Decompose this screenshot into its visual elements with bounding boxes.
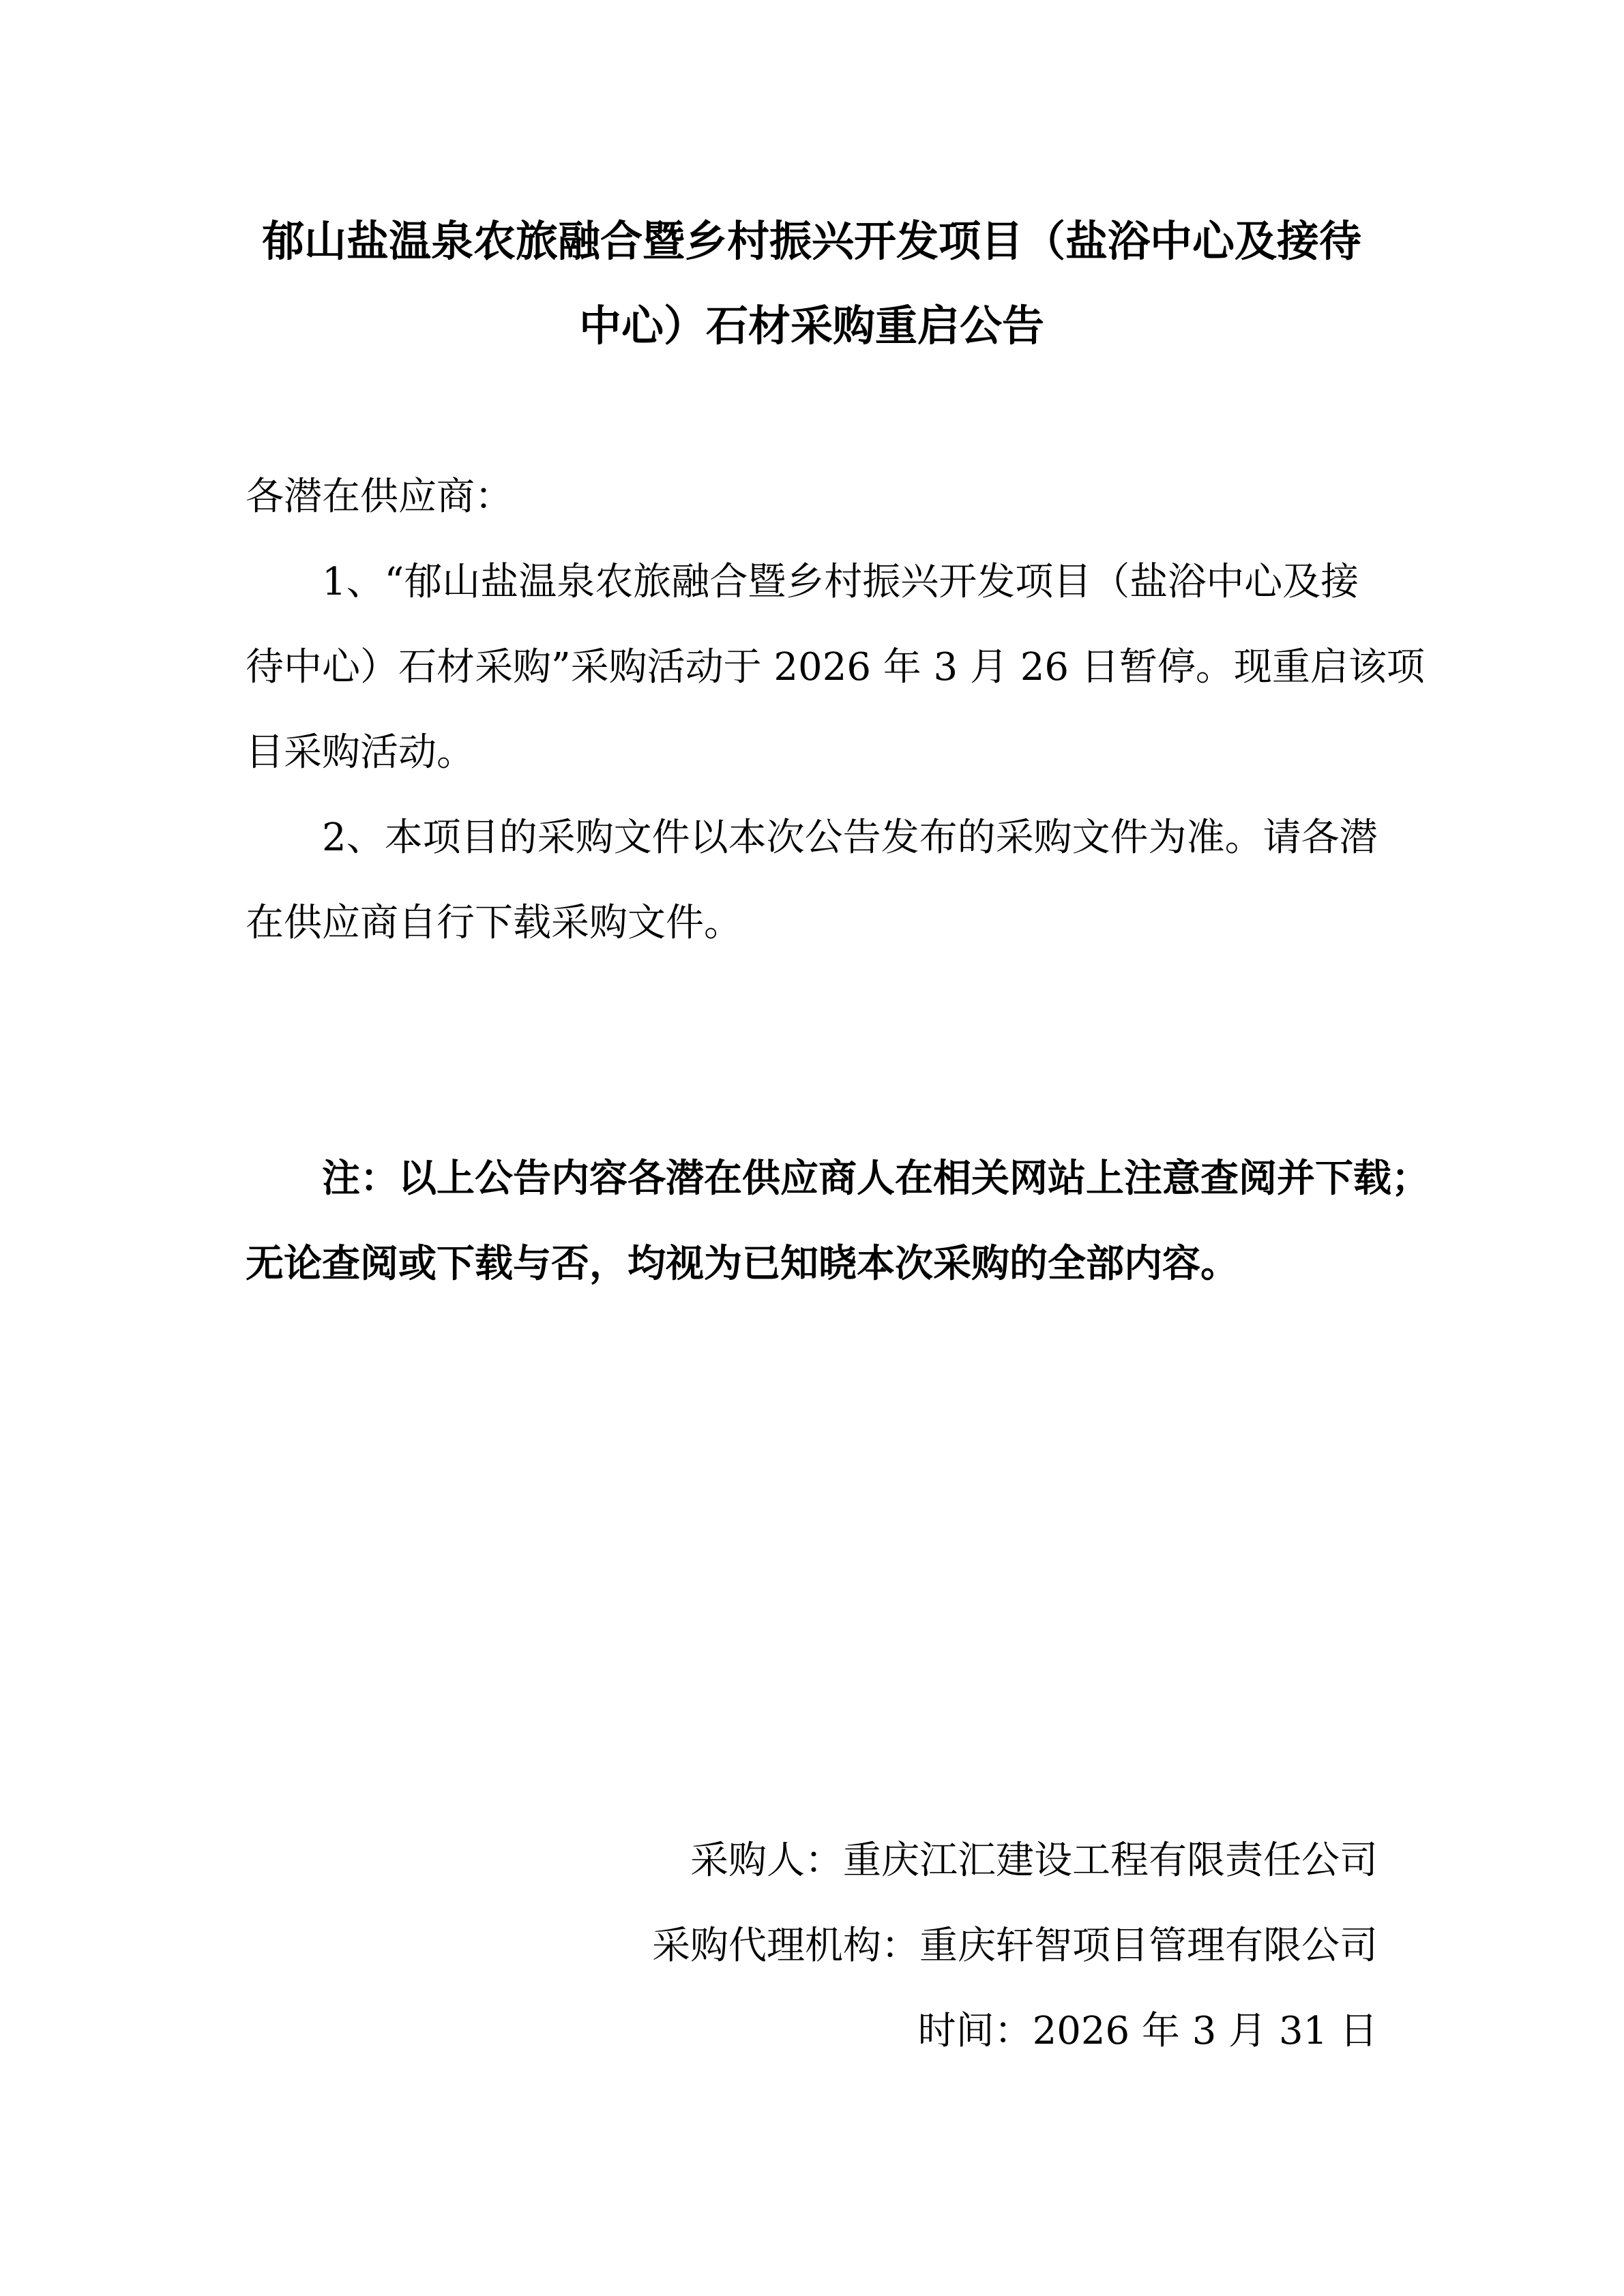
notice-note: [246, 1136, 1430, 1307]
agency-line: 采购代理机构：重庆轩智项目管理有限公司: [652, 1924, 1378, 1968]
document-title: [246, 199, 1378, 368]
salutation-text: 各潜在供应商：: [246, 475, 513, 519]
date-line: 时间：2026 年 3 月 31 日: [917, 2009, 1378, 2053]
note-line-1: 注：以上公告内容各潜在供应商人在相关网站上注意查阅并下载；: [322, 1157, 1430, 1201]
title-line-2: 中心）石材采购重启公告: [578, 301, 1044, 351]
title-line-1: 郁山盐温泉农旅融合暨乡村振兴开发项目（盐浴中心及接待: [261, 216, 1361, 266]
paragraph-1-line-3: 目采购活动。: [246, 730, 475, 775]
note-line-2: 无论查阅或下载与否，均视为已知晓本次采购的全部内容。: [246, 1242, 1239, 1286]
paragraph-2: [246, 795, 1378, 966]
salutation: [246, 454, 1378, 539]
paragraph-1-line-2: 待中心）石材采购”采购活动于 2026 年 3 月 26 日暂停。现重启该项: [246, 645, 1425, 689]
signature-block: [652, 1818, 1378, 2074]
purchaser-line: 采购人：重庆江汇建设工程有限责任公司: [690, 1838, 1378, 1883]
paragraph-2-line-1: 2、本项目的采购文件以本次公告发布的采购文件为准。请各潜: [322, 816, 1378, 860]
paragraph-2-line-2: 在供应商自行下载采购文件。: [246, 901, 742, 945]
paragraph-1-line-1: 1、“郁山盐温泉农旅融合暨乡村振兴开发项目（盐浴中心及接: [322, 560, 1359, 604]
paragraph-1: [246, 539, 1425, 795]
